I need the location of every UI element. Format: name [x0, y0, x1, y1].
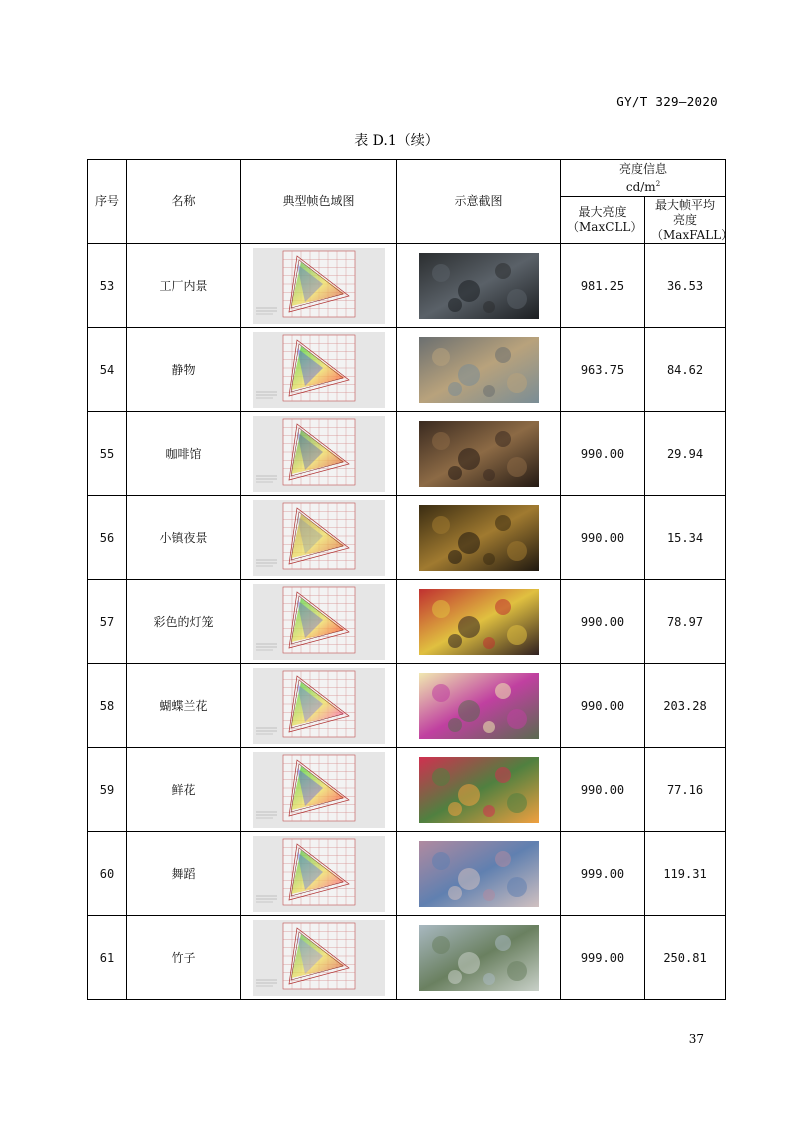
row-preview-cell — [397, 328, 561, 412]
row-max-cll: 990.00 — [561, 748, 645, 832]
row-max-fall: 250.81 — [645, 916, 726, 1000]
header-name: 名称 — [127, 160, 241, 244]
row-gamut-cell — [241, 328, 397, 412]
table-row — [88, 244, 726, 328]
row-max-cll: 990.00 — [561, 496, 645, 580]
row-gamut-cell — [241, 580, 397, 664]
gamut-chart-image — [253, 584, 385, 660]
gamut-chart-image — [253, 500, 385, 576]
row-max-fall: 15.34 — [645, 496, 726, 580]
gamut-chart-image — [253, 332, 385, 408]
row-preview-cell — [397, 412, 561, 496]
row-max-fall: 203.28 — [645, 664, 726, 748]
preview-screenshot-image — [419, 421, 539, 487]
row-preview-cell — [397, 244, 561, 328]
row-name: 竹子 — [127, 916, 241, 1000]
row-seq: 58 — [88, 664, 127, 748]
row-gamut-cell — [241, 496, 397, 580]
row-preview-cell — [397, 916, 561, 1000]
row-name: 工厂内景 — [127, 244, 241, 328]
row-gamut-cell — [241, 244, 397, 328]
preview-screenshot-image — [419, 337, 539, 403]
row-name: 鲜花 — [127, 748, 241, 832]
row-seq: 55 — [88, 412, 127, 496]
preview-screenshot-image — [419, 841, 539, 907]
row-preview-cell — [397, 580, 561, 664]
table-row — [88, 832, 726, 916]
gamut-chart-image — [253, 920, 385, 996]
row-max-fall: 84.62 — [645, 328, 726, 412]
preview-screenshot-image — [419, 505, 539, 571]
header-gamut: 典型帧色域图 — [241, 160, 397, 244]
preview-screenshot-image — [419, 253, 539, 319]
row-max-cll: 981.25 — [561, 244, 645, 328]
row-max-cll: 990.00 — [561, 664, 645, 748]
preview-screenshot-image — [419, 589, 539, 655]
row-max-fall: 29.94 — [645, 412, 726, 496]
row-seq: 59 — [88, 748, 127, 832]
luminance-table — [87, 159, 734, 1000]
row-max-fall: 119.31 — [645, 832, 726, 916]
preview-screenshot-image — [419, 757, 539, 823]
luminance-unit: $cd/m^2$ — [625, 179, 661, 194]
gamut-chart-image — [253, 416, 385, 492]
header-preview: 示意截图 — [397, 160, 561, 244]
row-gamut-cell — [241, 664, 397, 748]
gamut-chart-image — [253, 836, 385, 912]
row-preview-cell — [397, 832, 561, 916]
row-name: 小镇夜景 — [127, 496, 241, 580]
row-seq: 61 — [88, 916, 127, 1000]
row-preview-cell — [397, 664, 561, 748]
row-max-fall: 78.97 — [645, 580, 726, 664]
page-number: 37 — [688, 1032, 704, 1046]
standard-code: GY/T 329—2020 — [616, 94, 718, 109]
row-seq: 60 — [88, 832, 127, 916]
row-max-cll: 999.00 — [561, 916, 645, 1000]
header-luminance-group — [561, 160, 726, 197]
row-name: 舞蹈 — [127, 832, 241, 916]
table-caption: 表 D.1（续） — [354, 133, 439, 149]
row-preview-cell — [397, 748, 561, 832]
row-seq: 56 — [88, 496, 127, 580]
row-max-cll: 999.00 — [561, 832, 645, 916]
preview-screenshot-image — [419, 925, 539, 991]
header-max-cll: 最大亮度（MaxCLL） — [561, 197, 645, 244]
row-gamut-cell — [241, 916, 397, 1000]
row-name: 蝴蝶兰花 — [127, 664, 241, 748]
row-seq: 57 — [88, 580, 127, 664]
table-row — [88, 748, 726, 832]
header-seq: 序号 — [88, 160, 127, 244]
gamut-chart-image — [253, 752, 385, 828]
header-max-fall: 最大帧平均亮度（MaxFALL） — [645, 197, 726, 244]
row-seq: 54 — [88, 328, 127, 412]
table-row — [88, 328, 726, 412]
row-gamut-cell — [241, 748, 397, 832]
table-row — [88, 580, 726, 664]
row-max-cll: 990.00 — [561, 412, 645, 496]
row-name: 静物 — [127, 328, 241, 412]
gamut-chart-image — [253, 668, 385, 744]
row-max-cll: 963.75 — [561, 328, 645, 412]
row-seq: 53 — [88, 244, 127, 328]
row-preview-cell — [397, 496, 561, 580]
row-name: 彩色的灯笼 — [127, 580, 241, 664]
preview-screenshot-image — [419, 673, 539, 739]
table-row — [88, 916, 726, 1000]
row-name: 咖啡馆 — [127, 412, 241, 496]
gamut-chart-image — [253, 248, 385, 324]
row-max-fall: 36.53 — [645, 244, 726, 328]
row-gamut-cell — [241, 412, 397, 496]
row-max-fall: 77.16 — [645, 748, 726, 832]
row-gamut-cell — [241, 832, 397, 916]
row-max-cll: 990.00 — [561, 580, 645, 664]
table-row — [88, 412, 726, 496]
table-row — [88, 496, 726, 580]
luminance-group-title: 亮度信息 — [619, 161, 668, 176]
table-row — [88, 664, 726, 748]
